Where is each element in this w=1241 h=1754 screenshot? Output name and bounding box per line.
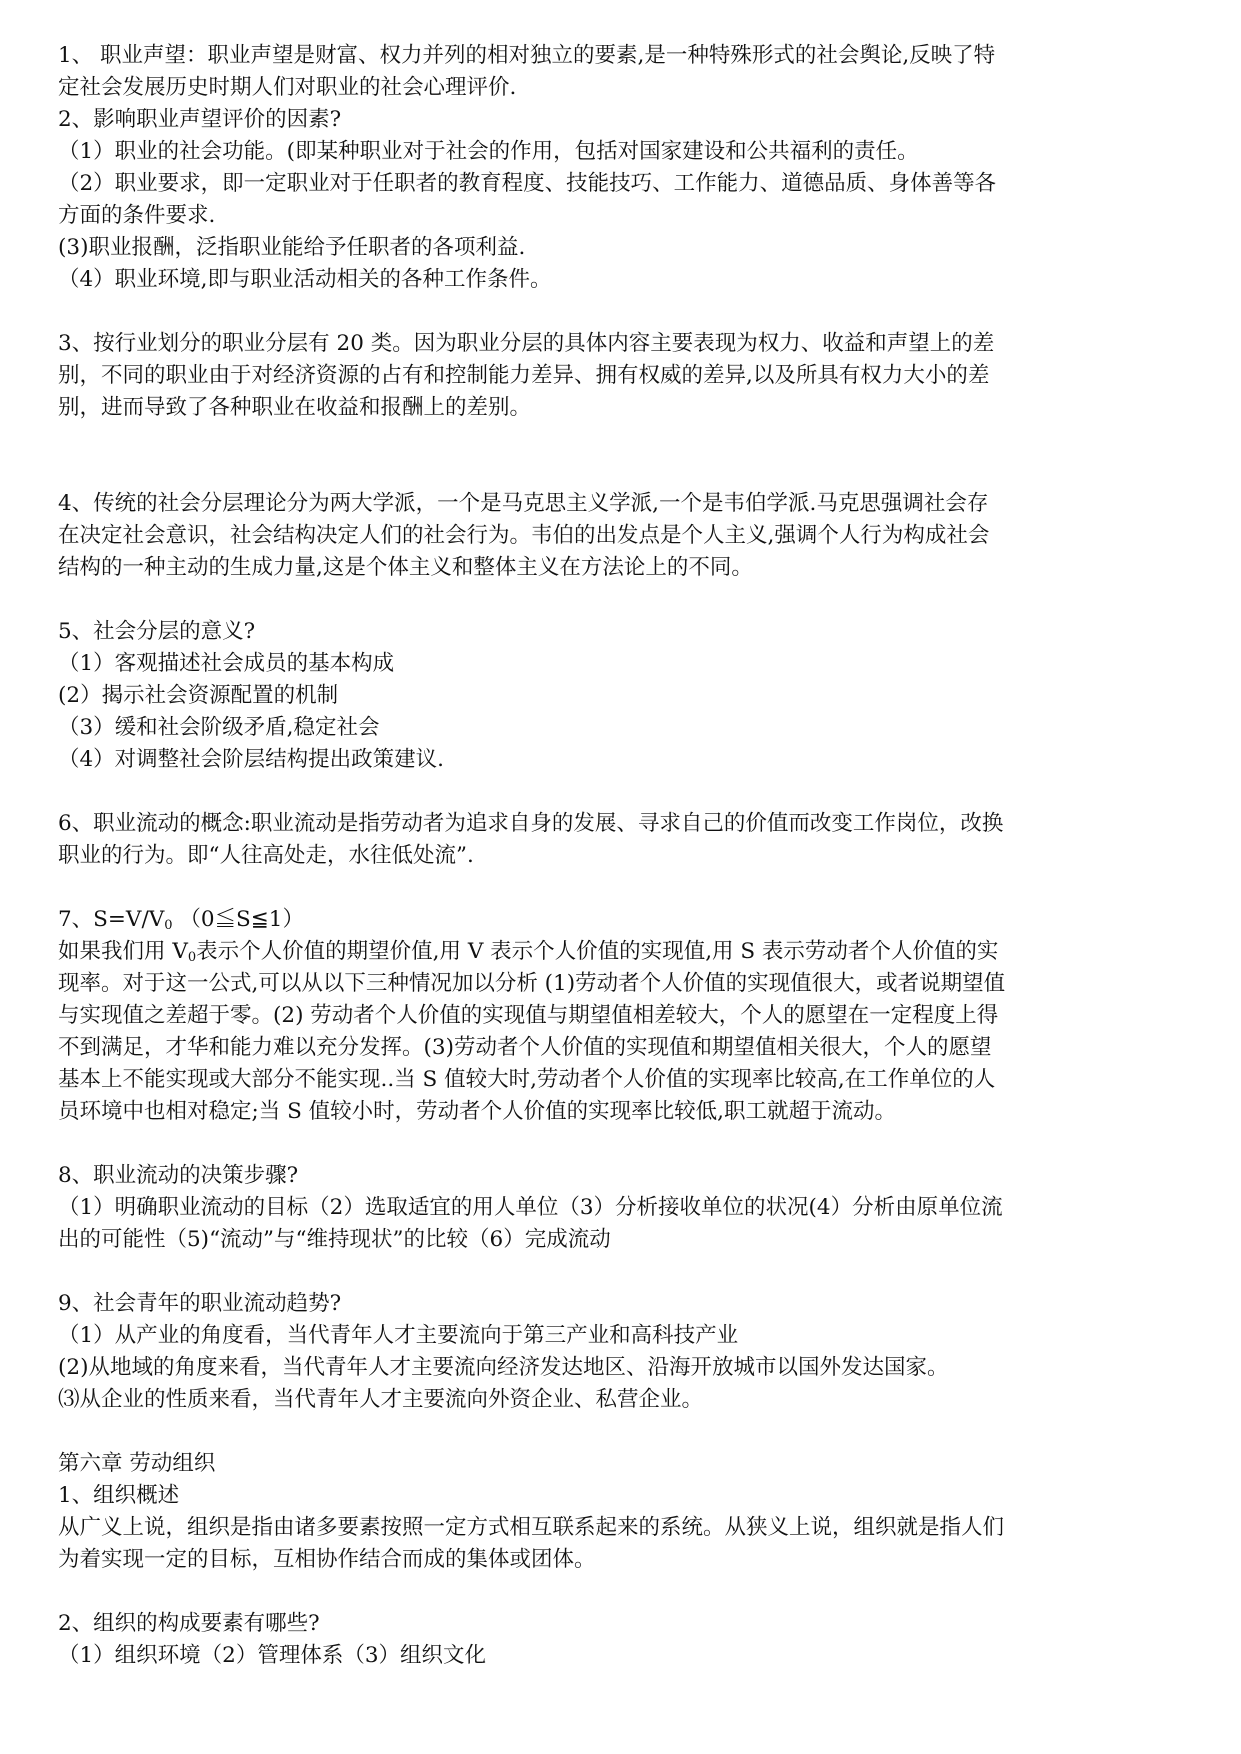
text-fragment: 如果我们用 V [58,939,188,964]
text-line: 员环境中也相对稳定;当 S 值较小时，劳动者个人价值的实现率比较低,职工就超于流动。 [58,1099,896,1124]
section-title: 5、社会分层的意义? [58,619,256,644]
section-title: 9、社会青年的职业流动趋势? [58,1291,342,1316]
list-item: （4）对调整社会阶层结构提出政策建议. [58,747,445,772]
text-line: 职业的行为。即“人往高处走，水往低处流”. [58,843,474,868]
section-6 [58,808,1183,872]
text-line: 结构的一种主动的生成力量,这是个体主义和整体主义在方法论上的不同。 [58,555,753,580]
text-line: 方面的条件要求. [58,203,216,228]
section-8 [58,1160,1183,1256]
section-5 [58,616,1183,776]
blank-line [58,1416,1183,1448]
text-line: 在决定社会意识，社会结构决定人们的社会行为。韦伯的出发点是个人主义,强调个人行为构成社会 [58,523,990,548]
text-fragment: 表示个人价值的期望价值,用 V 表示个人价值的实现值,用 S 表示劳动者个人价值的实 [196,939,999,964]
section-title: 2、组织的构成要素有哪些? [58,1611,320,1636]
section-3 [58,328,1183,424]
document-page [58,40,1183,1672]
formula-text: 7、S=V/V [58,907,165,932]
list-item: （2）职业要求，即一定职业对于任职者的教育程度、技能技巧、工作能力、道德品质、身体善等各 [58,171,997,196]
list-item: （1）职业的社会功能。(即某种职业对于社会的作用，包括对国家建设和公共福利的责任。 [58,139,919,164]
blank-line [58,296,1183,328]
section-1 [58,40,1183,104]
chapter-6 [58,1448,1183,1672]
text-line: 从广义上说，组织是指由诸多要素按照一定方式相互联系起来的系统。从狭义上说，组织就是指人们 [58,1515,1005,1540]
list-item: （4）职业环境,即与职业活动相关的各种工作条件。 [58,267,552,292]
section-2 [58,104,1183,296]
text-line: 与实现值之差超于零。(2) 劳动者个人价值的实现值与期望值相差较大，个人的愿望在一定程度上得 [58,1003,999,1028]
blank-line [58,1128,1183,1160]
subscript: 0 [164,918,173,933]
text-line: 别，进而导致了各种职业在收益和报酬上的差别。 [58,395,532,420]
text-line: 出的可能性（5)“流动”与“维持现状”的比较（6）完成流动 [58,1227,611,1252]
section-title: 2、影响职业声望评价的因素? [58,107,342,132]
list-item: (2)从地域的角度来看，当代青年人才主要流向经济发达地区、沿海开放城市以国外发达国家。 [58,1355,949,1380]
text-line: 别，不同的职业由于对经济资源的占有和控制能力差异、拥有权威的差异,以及所具有权力大小的差 [58,363,990,388]
chapter-heading: 第六章 劳动组织 [58,1451,216,1476]
list-item: (2）揭示社会资源配置的机制 [58,683,339,708]
section-4 [58,488,1183,584]
blank-line [58,776,1183,808]
text-line: 定社会发展历史时期人们对职业的社会心理评价. [58,75,517,100]
text-line: 3、按行业划分的职业分层有 20 类。因为职业分层的具体内容主要表现为权力、收益和声望上的差 [58,331,995,356]
blank-line [58,1576,1183,1608]
text-line: 6、职业流动的概念:职业流动是指劳动者为追求自身的发展、寻求自己的价值而改变工作岗位，改换 [58,811,1004,836]
list-item: （3）缓和社会阶级矛盾,稳定社会 [58,715,380,740]
blank-line [58,1256,1183,1288]
formula-line [58,904,1183,936]
text-line: （1）明确职业流动的目标（2）选取适宜的用人单位（3）分析接收单位的状况(4）分析由原单位流 [58,1195,1003,1220]
blank-line [58,872,1183,904]
text-line: 4、传统的社会分层理论分为两大学派，一个是马克思主义学派,一个是韦伯学派.马克思强调社会存 [58,491,989,516]
formula-range: （0≦S≦1） [172,907,304,932]
list-item: ⑶从企业的性质来看，当代青年人才主要流向外资企业、私营企业。 [58,1387,704,1412]
section-7 [58,904,1183,1128]
blank-lines [58,424,1183,488]
text-line [58,936,1183,968]
text-line: 1、 职业声望：职业声望是财富、权力并列的相对独立的要素,是一种特殊形式的社会舆论,反映了特 [58,43,996,68]
list-item: （1）从产业的角度看，当代青年人才主要流向于第三产业和高科技产业 [58,1323,739,1348]
text-line: 不到满足，才华和能力难以充分发挥。(3)劳动者个人价值的实现值和期望值相关很大，个人的愿望 [58,1035,992,1060]
text-line: 为着实现一定的目标，互相协作结合而成的集体或团体。 [58,1547,596,1572]
list-item: （1）客观描述社会成员的基本构成 [58,651,395,676]
subscript: 0 [187,950,197,965]
text-line: 现率。对于这一公式,可以从以下三种情况加以分析 (1)劳动者个人价值的实现值很大，或者说期望值 [58,971,1006,996]
list-item: (3)职业报酬，泛指职业能给予任职者的各项利益. [58,235,526,260]
blank-line [58,584,1183,616]
section-title: 1、组织概述 [58,1483,180,1508]
text-line: 基本上不能实现或大部分不能实现..当 S 值较大时,劳动者个人价值的实现率比较高,在工作单位的人 [58,1067,996,1092]
list-item: （1）组织环境（2）管理体系（3）组织文化 [58,1643,487,1668]
section-9 [58,1288,1183,1416]
section-title: 8、职业流动的决策步骤? [58,1163,299,1188]
